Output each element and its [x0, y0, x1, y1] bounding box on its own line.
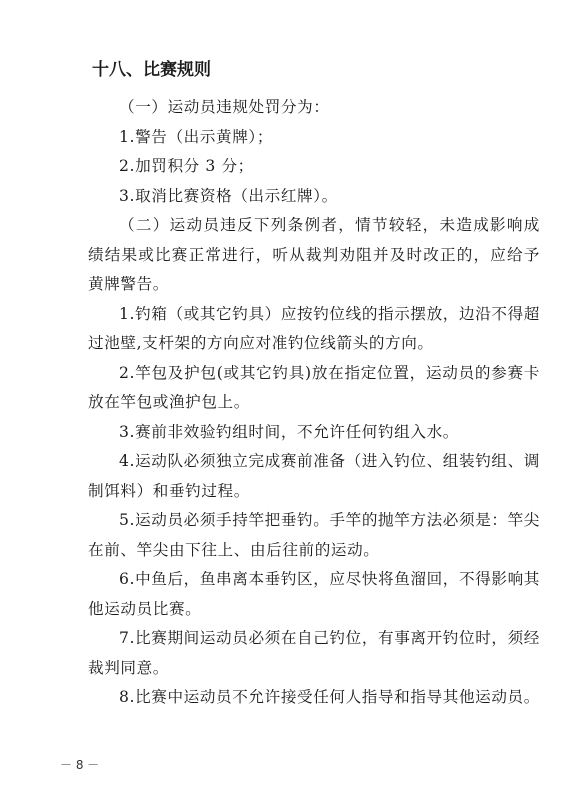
paragraph-rule-3: 3.赛前非效验钓组时间，不允许任何钓组入水。	[119, 422, 459, 441]
page-number: － 8 －	[60, 758, 100, 772]
paragraph-yellow-card-intro: （二）运动员违反下列条例者，情节较轻，未造成影响成绩结果或比赛正常进行，听从裁判劝阻并及时改正的，应给予黄牌警告。	[88, 216, 540, 293]
body-text	[88, 93, 540, 713]
paragraph-rule-6: 6.中鱼后，鱼串离本垂钓区，应尽快将鱼溜回，不得影响其他运动员比赛。	[88, 570, 540, 618]
paragraph-rule-4: 4.运动队必须独立完成赛前准备（进入钓位、组装钓组、调制饵料）和垂钓过程。	[88, 452, 540, 500]
paragraph-extra-points: 2.加罚积分 3 分；	[119, 157, 254, 175]
paragraph-rule-5: 5.运动员必须手持竿把垂钓。手竿的抛竿方法必须是：竿尖在前、竿尖由下往上、由后往前的运动。	[88, 511, 540, 559]
paragraph-rule-1: 1.钓箱（或其它钓具）应按钓位线的指示摆放，边沿不得超过池壁,支杆架的方向应对准钓位线箭头的方向。	[88, 304, 540, 352]
paragraph-rule-7: 7.比赛期间运动员必须在自己钓位，有事离开钓位时，须经裁判同意。	[88, 629, 540, 677]
paragraph-rule-8: 8.比赛中运动员不允许接受任何人指导和指导其他运动员。	[119, 688, 540, 706]
section-heading: 十八、比赛规则	[92, 60, 211, 80]
paragraph-disqualification: 3.取消比赛资格（出示红牌）。	[119, 186, 338, 205]
paragraph-warning: 1.警告（出示黄牌）；	[119, 127, 274, 146]
paragraph-penalty-intro: （一）运动员违规处罚分为：	[119, 98, 330, 116]
paragraph-rule-2: 2.竿包及护包(或其它钓具)放在指定位置，运动员的参赛卡放在竿包或渔护包上。	[88, 363, 540, 411]
